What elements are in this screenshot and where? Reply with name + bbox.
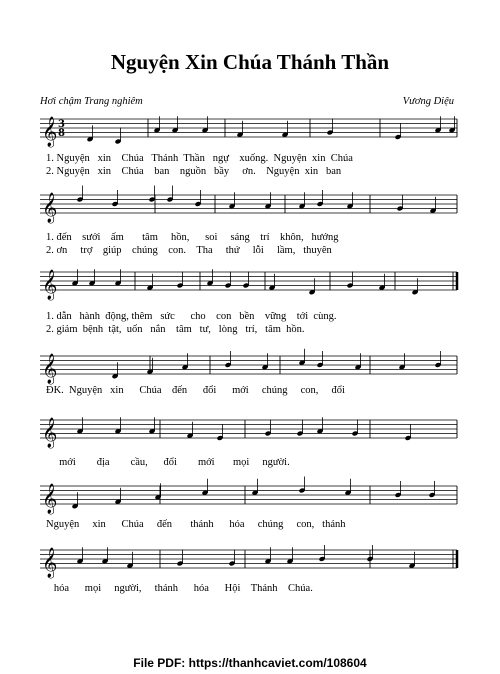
composer-name: Vương Diệu xyxy=(402,96,454,107)
time-signature-bottom: 8 xyxy=(58,128,65,139)
time-signature-top: 3 xyxy=(58,119,65,130)
treble-clef-icon: 𝄞 xyxy=(42,117,58,147)
footer-pdf-link[interactable]: File PDF: https://thanhcaviet.com/108604 xyxy=(133,656,367,670)
treble-clef-icon: 𝄞 xyxy=(42,484,58,514)
treble-clef-icon: 𝄞 xyxy=(42,418,58,448)
lyric-line-chorus-2: mới địa cầu, đổi mới mọi người. xyxy=(46,457,290,468)
treble-clef-icon: 𝄞 xyxy=(42,548,58,578)
lyric-line-s2-v2: 2. ơn trợ giúp chúng con. Tha thứ lỗi lầm, thuyên xyxy=(46,245,332,256)
treble-clef-icon: 𝄞 xyxy=(42,354,58,384)
tempo-marking: Hơi chậm Trang nghiêm xyxy=(40,96,143,107)
lyric-line-chorus-4: hóa mọi người, thánh hóa Hội Thánh Chúa. xyxy=(46,583,313,594)
lyric-line-s1-v2: 2. Nguyện xin Chúa ban nguồn bầy ơn. Nguyện xin ban xyxy=(46,166,342,177)
treble-clef-icon: 𝄞 xyxy=(42,270,58,300)
song-title: Nguyện Xin Chúa Thánh Thần xyxy=(110,50,390,74)
lyric-line-chorus-1: ĐK. Nguyện xin Chúa đến đổi mới chúng con, đổi xyxy=(46,385,345,396)
lyric-line-s3-v2: 2. giảm bệnh tật, uốn nắn tâm tư, lòng trí, tâm hồn. xyxy=(46,324,305,335)
lyric-line-s2-v1: 1. đến sưởi ấm tâm hồn, soi sáng trí khôn, hướng xyxy=(46,232,339,243)
treble-clef-icon: 𝄞 xyxy=(42,193,58,223)
lyric-line-chorus-3: Nguyện xin Chúa đến thánh hóa chúng con, thánh xyxy=(46,519,346,530)
lyric-line-s1-v1: 1. Nguyện xin Chúa Thánh Thần ngự xuống. Nguyện xin Chúa xyxy=(46,153,353,164)
lyric-line-s3-v1: 1. dẫn hành động, thêm sức cho con bền vững tới cùng. xyxy=(46,311,337,322)
